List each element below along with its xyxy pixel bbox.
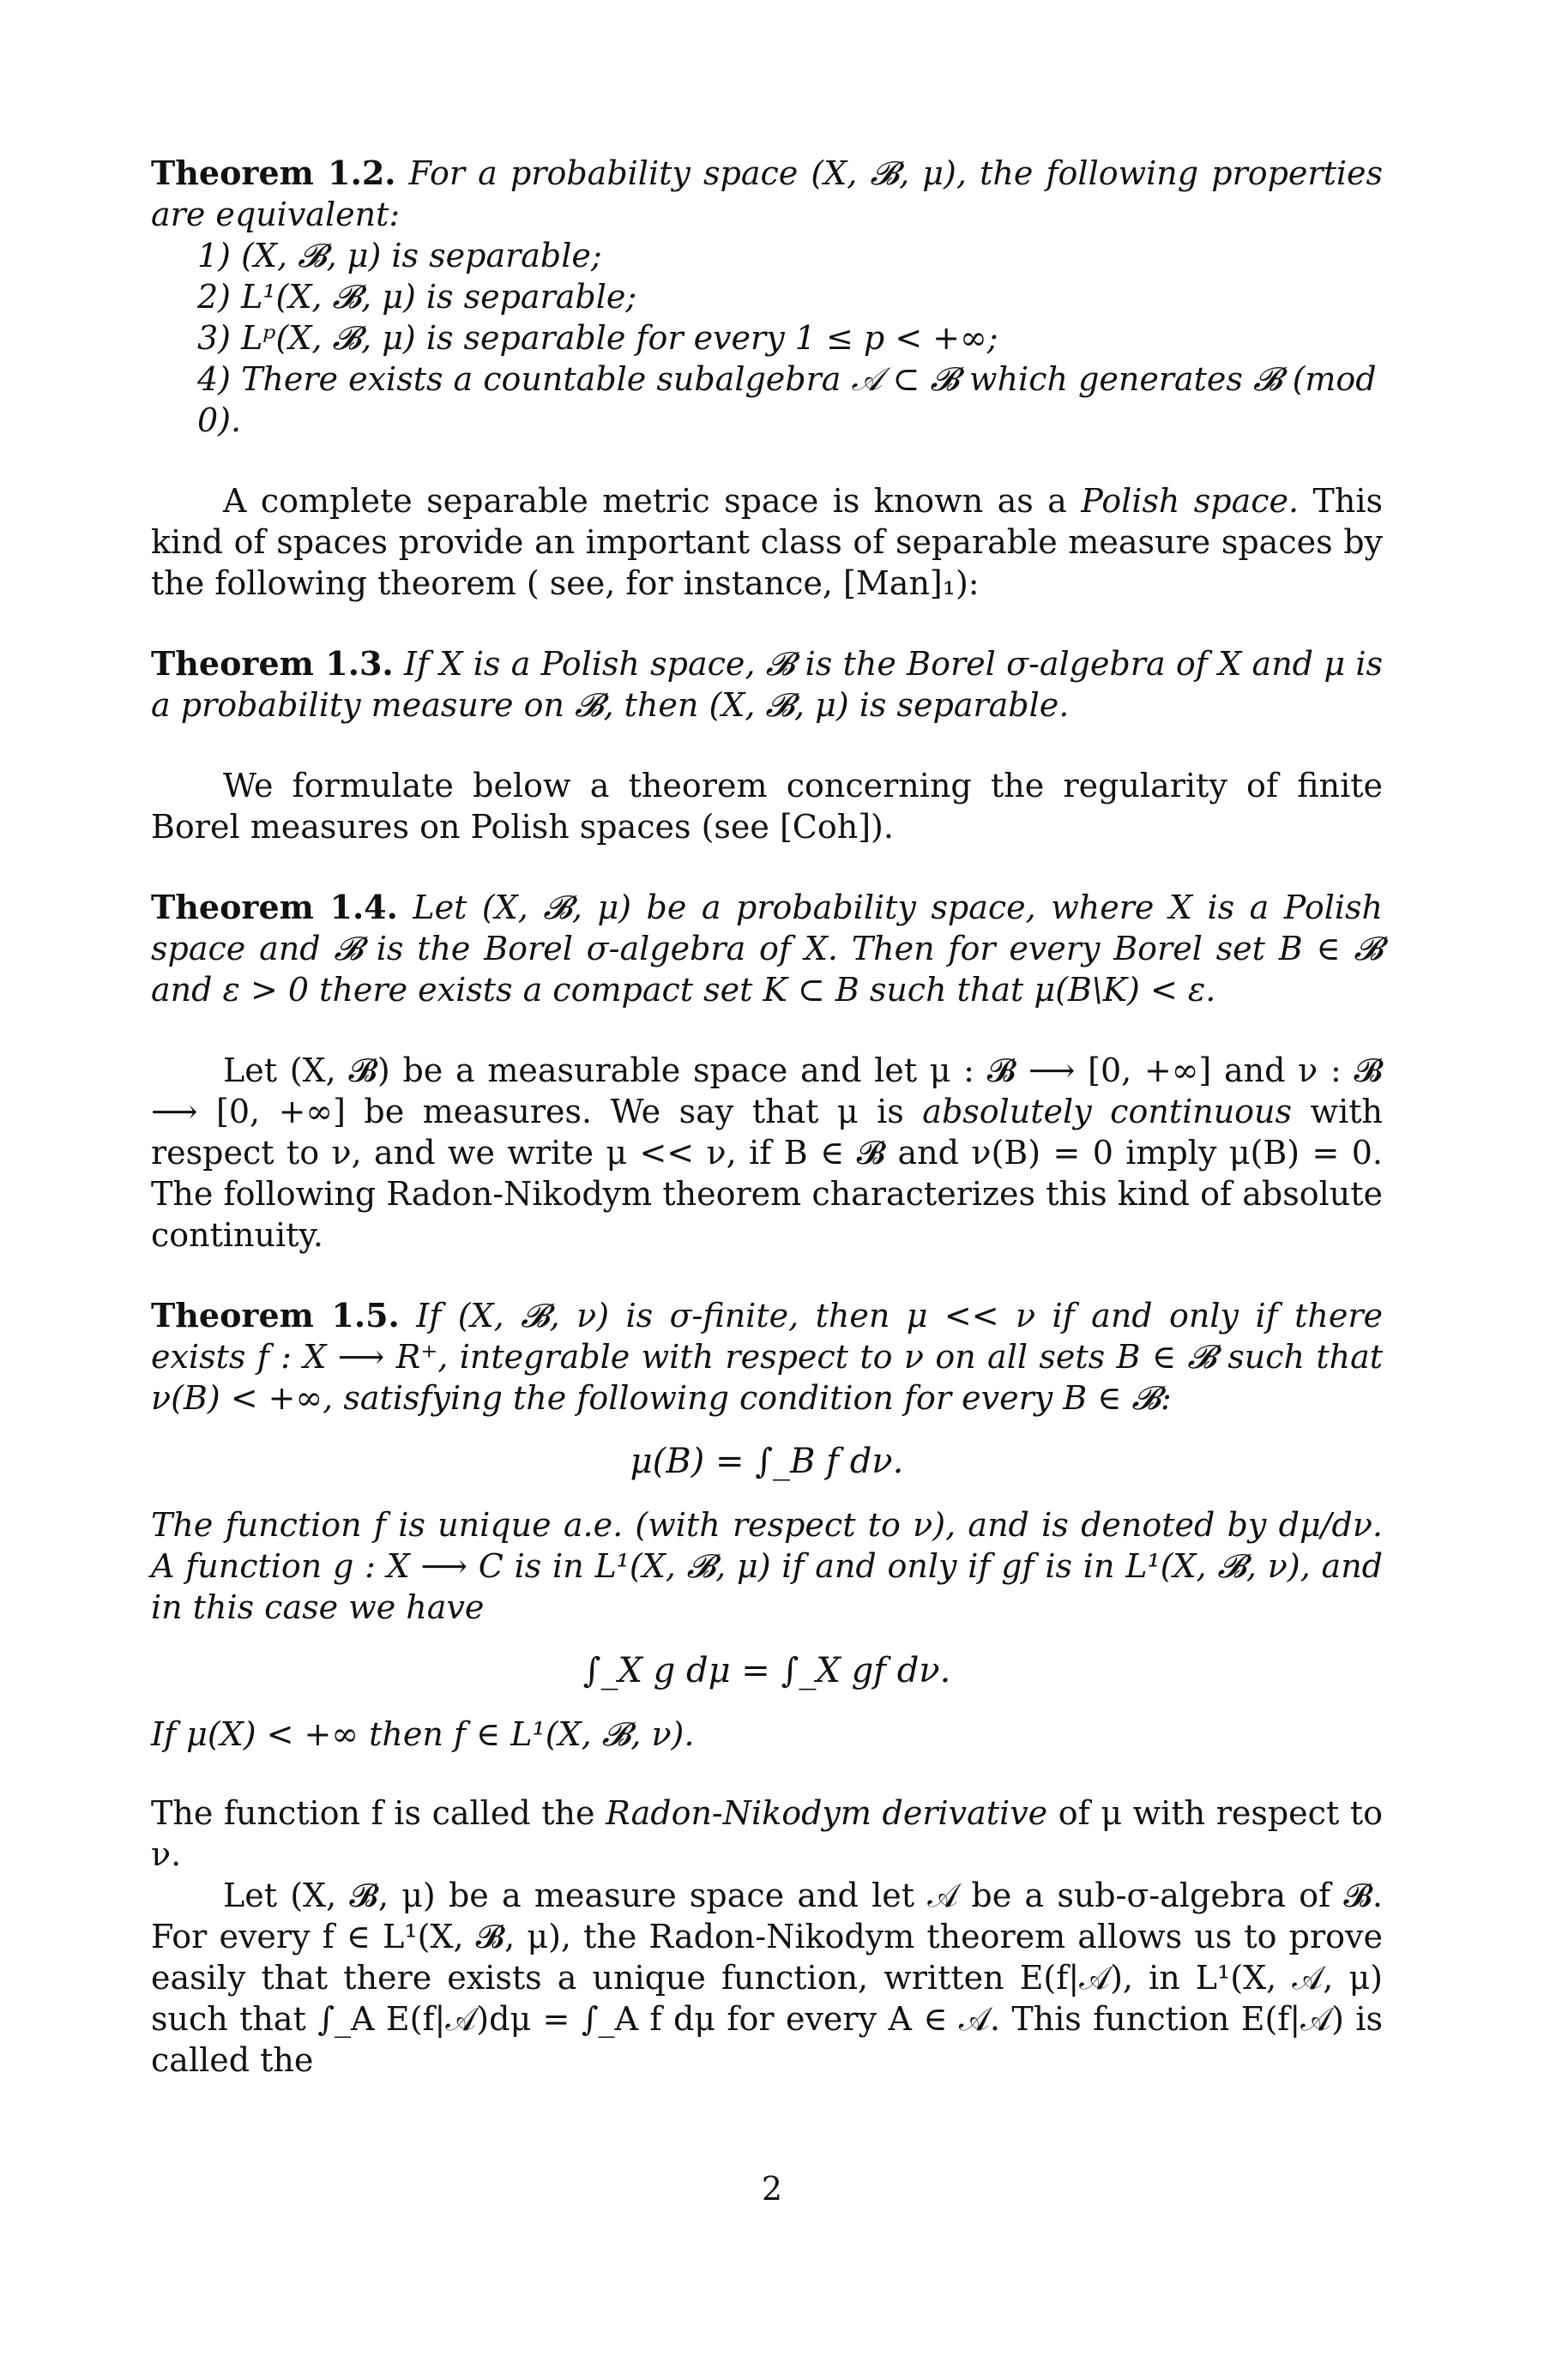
theorem-label: Theorem 1.4. [151, 888, 398, 926]
paragraph-derivative: The function f is called the Radon-Nikodym derivative of μ with respect to ν. [151, 1794, 1383, 1873]
term-polish-space: Polish space. [1081, 482, 1300, 520]
theorem-body: If X is a Polish space, 𝓑 is the Borel σ-algebra of X and μ is a probability measure on 𝓑, then (X, 𝓑, μ) is separable. [151, 645, 1383, 724]
equation-radon-nikodym: μ(B) = ∫_B f dν. [630, 1442, 904, 1481]
paragraph-absolute-continuity: Let (X, 𝓑) be a measurable space and let μ : 𝓑 ⟶ [0, +∞] and ν : 𝓑 ⟶ [0, +∞] be measures. We say that μ is absolutely continuous with respect to ν, and we write μ << ν, if B ∈ 𝓑 and ν(B) = 0 imply μ(B) = 0. The following Radon-Nikodym theorem characterizes this kind of absolute continuity. [151, 1051, 1383, 1254]
theorem-1-5 [151, 1295, 1383, 1419]
page-content [151, 153, 1383, 2081]
theorem-1-3 [151, 643, 1383, 726]
page-number: 2 [761, 2170, 783, 2208]
list-item: 2) L¹(X, 𝓑, μ) is separable; [197, 278, 637, 316]
list-item: 3) Lᵖ(X, 𝓑, μ) is separable for every 1 ≤ p < +∞; [197, 319, 998, 357]
term-absolutely-continuous: absolutely continuous [922, 1093, 1293, 1130]
theorem-intro: For a probability space (X, 𝓑, μ), the following properties are equivalent: [151, 154, 1383, 233]
theorem-label: Theorem 1.3. [151, 644, 394, 683]
term-radon-nikodym-derivative: Radon-Nikodym derivative [606, 1794, 1048, 1832]
paragraph-regularity: We formulate below a theorem concerning the regularity of finite Borel measures on Polish spaces (see [Coh]). [151, 767, 1383, 846]
theorem-1-2 [151, 153, 1383, 235]
theorem-body-final: If μ(X) < +∞ then f ∈ L¹(X, 𝓑, ν). [151, 1715, 695, 1753]
theorem-body: Let (X, 𝓑, μ) be a probability space, where X is a Polish space and 𝓑 is the Borel σ-algebra of X. Then for every Borel set B ∈ 𝓑 and ε > 0 there exists a compact set K ⊂ B such that μ(B\K) < ε. [151, 889, 1383, 1009]
list-item: 1) (X, 𝓑, μ) is separable; [197, 237, 602, 274]
paragraph-polish-space: A complete separable metric space is known as a Polish space. This kind of spaces provide an important class of separable measure spaces by the following theorem ( see, for instance, [Man]₁): [151, 482, 1383, 602]
theorem-label: Theorem 1.2. [151, 154, 396, 192]
theorem-body: If (X, 𝓑, ν) is σ-finite, then μ << ν if and only if there exists f : X ⟶ R⁺, integrable with respect to ν on all sets B ∈ 𝓑 such that ν(B) < +∞, satisfying the following condition for every B ∈ 𝓑: [151, 1297, 1383, 1417]
theorem-1-4 [151, 887, 1383, 1010]
list-item: 4) There exists a countable subalgebra 𝒜 ⊂ 𝓑 which generates 𝓑 (mod 0). [197, 360, 1377, 439]
equation-change-of-measure: ∫_X g dμ = ∫_X gf dν. [582, 1651, 951, 1690]
paragraph-conditional-expectation: Let (X, 𝓑, μ) be a measure space and let 𝒜 be a sub-σ-algebra of 𝓑. For every f ∈ L¹(X, 𝓑, μ), the Radon-Nikodym theorem allows us to prove easily that there exists a unique function, written E(f|𝒜), in L¹(X, 𝒜, μ) such that ∫_A E(f|𝒜)dμ = ∫_A f dμ for every A ∈ 𝒜. This function E(f|𝒜) is called the [151, 1877, 1383, 2079]
theorem-label: Theorem 1.5. [151, 1296, 400, 1335]
theorem-body-continued: The function f is unique a.e. (with respect to ν), and is denoted by dμ/dν. A function g : X ⟶ C is in L¹(X, 𝓑, μ) if and only if gf is in L¹(X, 𝓑, ν), and in this case we have [151, 1506, 1383, 1626]
equivalence-list [151, 235, 1383, 441]
